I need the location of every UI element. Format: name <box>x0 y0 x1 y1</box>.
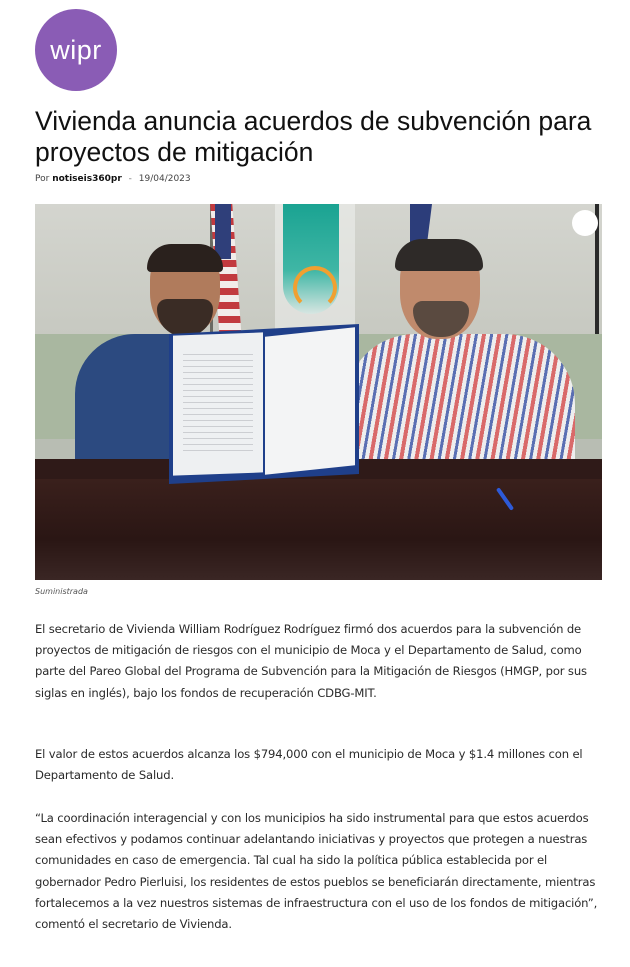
site-logo[interactable]: wipr <box>35 9 117 91</box>
article-paragraph: El secretario de Vivienda William Rodríguez Rodríguez firmó dos acuerdos para la subvención de proyectos de mitigación de riesgos con el municipio de Moca y el Departamento de Salud, como parte del Pareo Global del Programa de Subvención para la Mitigación de Riesgos (HMGP, por sus siglas en inglés), bajo los fondos de recuperación CDBG-MIT. <box>35 622 587 700</box>
article-paragraph: El valor de estos acuerdos alcanza los $794,000 con el municipio de Moca y $1.4 millones con el Departamento de Salud. <box>35 747 583 783</box>
article-title: Vivienda anuncia acuerdos de subvención para proyectos de mitigación <box>35 106 592 167</box>
article-paragraph: “La coordinación interagencial y con los municipios ha sido instrumental para que estos acuerdos sean efectivos y podamos continuar adelantando iniciativas y proyectos que protegen a nuestras comunidades en caso de emergencia. Tal cual ha sido la política pública establecida por el gobernador Pedro Pierluisi, los residentes de estos pueblos se beneficiarán directamente, mientras fortalecemos a la vez nuestros sistemas de infraestructura con el uso de los fondos de mitigación”, comentó el secretario de Vivienda. <box>35 811 598 932</box>
meta-separator: - <box>128 174 132 184</box>
photo-document-text <box>183 354 253 454</box>
article-meta <box>35 173 191 185</box>
photo-table <box>35 479 602 580</box>
publish-date: 19/04/2023 <box>138 174 191 184</box>
photo-document-page <box>265 327 355 474</box>
image-overlay-circle-icon[interactable] <box>572 210 598 236</box>
featured-image <box>35 204 602 580</box>
photo-banner-logo <box>293 266 337 310</box>
image-caption: Suministrada <box>35 587 88 596</box>
author-link[interactable]: notiseis360pr <box>52 174 122 184</box>
by-label: Por <box>35 174 50 184</box>
